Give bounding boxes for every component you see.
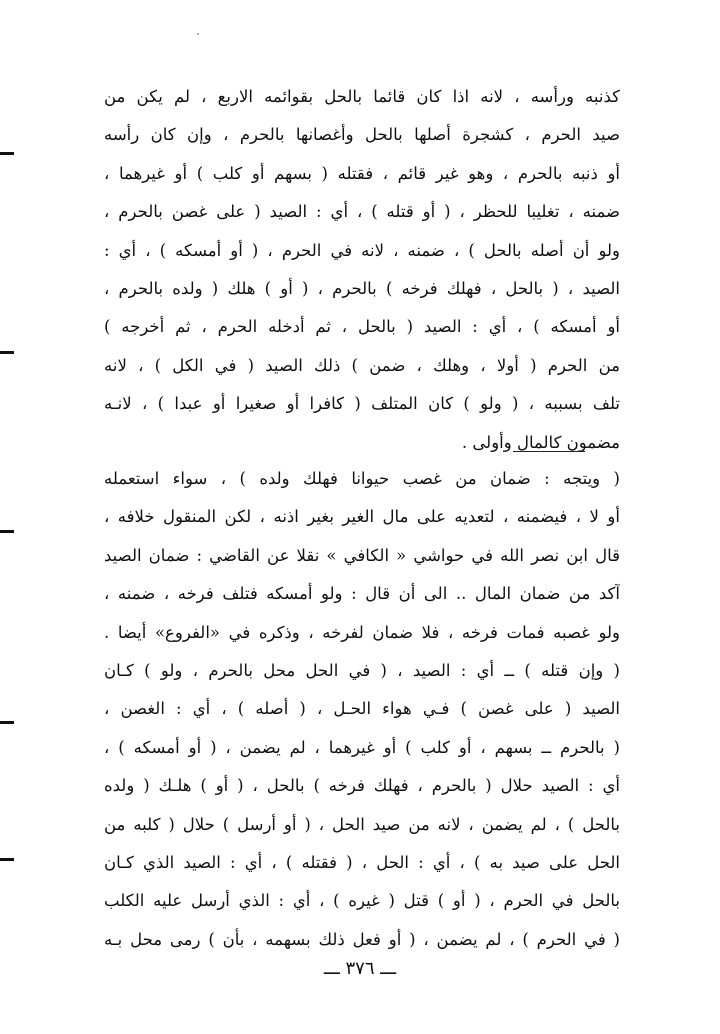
commentary-text — [104, 460, 620, 959]
binding-mark — [0, 530, 14, 533]
commentary-line: بالحل في الحرم ، ( أو ) قتل ( غيره ) ، أي : الذي أرسل عليه الكلب — [104, 891, 620, 911]
binding-mark — [0, 351, 14, 354]
commentary-line: بالحل ) ، لم يضمن ، لانه من صيد الحل ، ( أو أرسل ) حلال ( كلبه من — [104, 814, 620, 834]
commentary-line: أي : الصيد حلال ( بالحرم ، فهلك فرخه ) بالحل ، ( أو ) هلـك ( ولده — [104, 776, 620, 796]
commentary-line: الحل على صيد به ) ، أي : الحل ، ( فقتله ) ، أي : الصيد الذي كـان — [104, 852, 620, 872]
commentary-line: قال ابن نصر الله في حواشي « الكافي » نقلا عن القاضي : ضمان الصيد — [104, 545, 620, 565]
commentary-line: آكد من ضمان المال .. الى أن قال : ولو أمسكه فتلف فرخه ، ضمنه ، — [104, 584, 620, 604]
commentary-line: ( في الحرم ) ، لم يضمن ، ( أو فعل ذلك بسهمه ، بأن ) رمى محل بـه — [104, 929, 620, 949]
main-text-line: ضمنه ، تغليبا للحظر ، ( أو قتله ) ، أي : الصيد ( على غصن بالحرم ، — [104, 202, 620, 222]
main-text-line: مضمون كالمال وأولى . — [461, 432, 620, 452]
main-text-line: الصيد ، ( بالحل ، فهلك فرخه ) بالحرم ، ( أو ) هلك ( ولده بالحرم ، — [104, 278, 620, 298]
section-separator — [513, 451, 585, 452]
commentary-line: ( وإن قتله ) ــ أي : الصيد ، ( في الحل محل بالحرم ، ولو ) كـان — [104, 660, 620, 680]
main-text-line: أو أمسكه ) ، أي : الصيد ( بالحل ، ثم أدخله الحرم ، ثم أخرجه ) — [104, 317, 620, 337]
main-text-line: كذنبه ورأسه ، لانه اذا كان قائما بالحل بقوائمه الاربع ، لم يكن من — [104, 87, 620, 106]
binding-mark — [0, 721, 14, 724]
binding-mark — [0, 152, 14, 155]
main-text-line: صيد الحرم ، كشجرة أصلها بالحل وأغصانها بالحرم ، وإن كان رأسه — [104, 125, 620, 145]
commentary-line: الصيد ( على غصن ) فـي هواء الحـل ، ( أصله ) ، أي : الغصن ، — [104, 699, 620, 719]
commentary-line: ( ويتجه : ضمان من غصب حيوانا فهلك ولده ) ، سواء استعمله — [104, 469, 620, 488]
main-text-line: تلف بسببه ، ( ولو ) كان المتلف ( كافرا أو صغيرا أو عبدا ) ، لانـه — [104, 394, 620, 414]
binding-mark — [0, 858, 14, 861]
main-text-line: من الحرم ( أولا ، وهلك ، ضمن ) ذلك الصيد ( في الكل ) ، لانه — [104, 355, 620, 375]
commentary-line: أو لا ، فيضمنه ، لتعديه على مال الغير بغير اذنه ، لكن المنقول خلافه ، — [104, 507, 620, 527]
scan-speck — [197, 33, 199, 35]
main-text — [104, 78, 620, 462]
main-text-line: أو ذنبه بالحرم ، وهو غير قائم ، فقتله ( بسهم أو كلب ) أو غيرهما ، — [104, 163, 620, 183]
commentary-line: ( بالحرم ــ بسهم ، أو كلب ) أو غيرهما ، لم يضمن ، ( أو أمسكه ) ، — [104, 737, 620, 757]
main-text-line: ولو أن أصله بالحل ) ، ضمنه ، لانه في الحرم ، ( أو أمسكه ) ، أي : — [104, 240, 620, 260]
page-number: ـــ ٣٧٦ ـــ — [323, 958, 397, 979]
commentary-line: ولو غصبه فمات فرخه ، فلا ضمان لفرخه ، وذكره في «الفروع» أيضا . — [104, 622, 620, 642]
